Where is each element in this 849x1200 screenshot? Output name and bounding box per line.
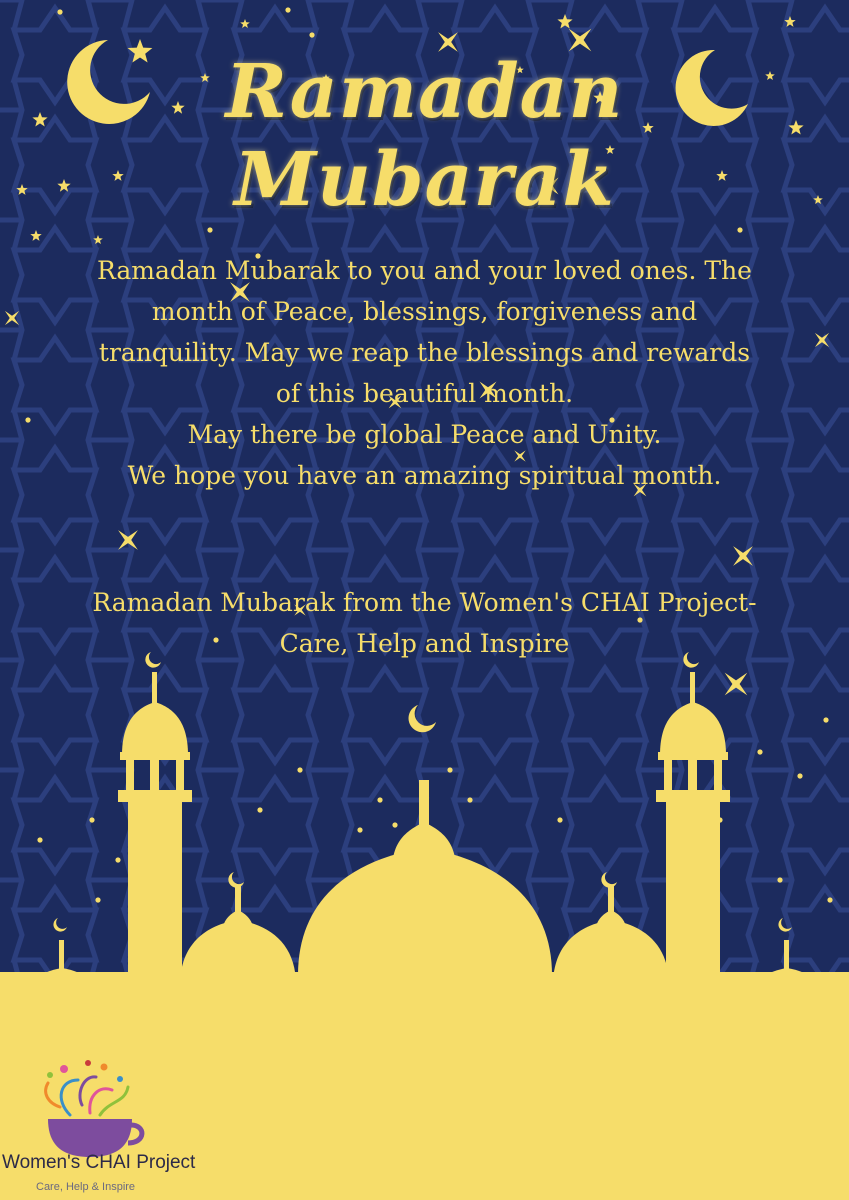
logo-tagline: Care, Help & Inspire <box>36 1181 136 1193</box>
title-ramadan: Ramadan <box>225 49 624 135</box>
closing-message <box>0 582 849 664</box>
logo-name: Women's CHAI Project <box>2 1152 196 1173</box>
right-minaret <box>656 652 730 1012</box>
left-dome <box>180 872 296 985</box>
message-line: May there be global Peace and Unity. <box>187 420 662 449</box>
teacup-icon <box>0 1045 200 1200</box>
closing-line: Ramadan Mubarak from the Women's CHAI Project- <box>92 588 757 617</box>
right-dome <box>553 872 669 985</box>
closing-line: Care, Help and Inspire <box>279 629 570 658</box>
left-minaret <box>118 652 192 1012</box>
message-line: of this beautiful month. <box>275 379 574 408</box>
message-line: tranquility. May we reap the blessings and rewards <box>98 338 751 367</box>
message-line: month of Peace, blessings, forgiveness and <box>151 297 698 326</box>
central-dome <box>298 705 552 975</box>
message-line: Ramadan Mubarak to you and your loved ones. The <box>97 256 752 285</box>
title-mubarak: Mubarak <box>234 137 615 223</box>
greeting-message <box>0 250 849 496</box>
message-line: We hope you have an amazing spiritual month. <box>127 461 722 490</box>
